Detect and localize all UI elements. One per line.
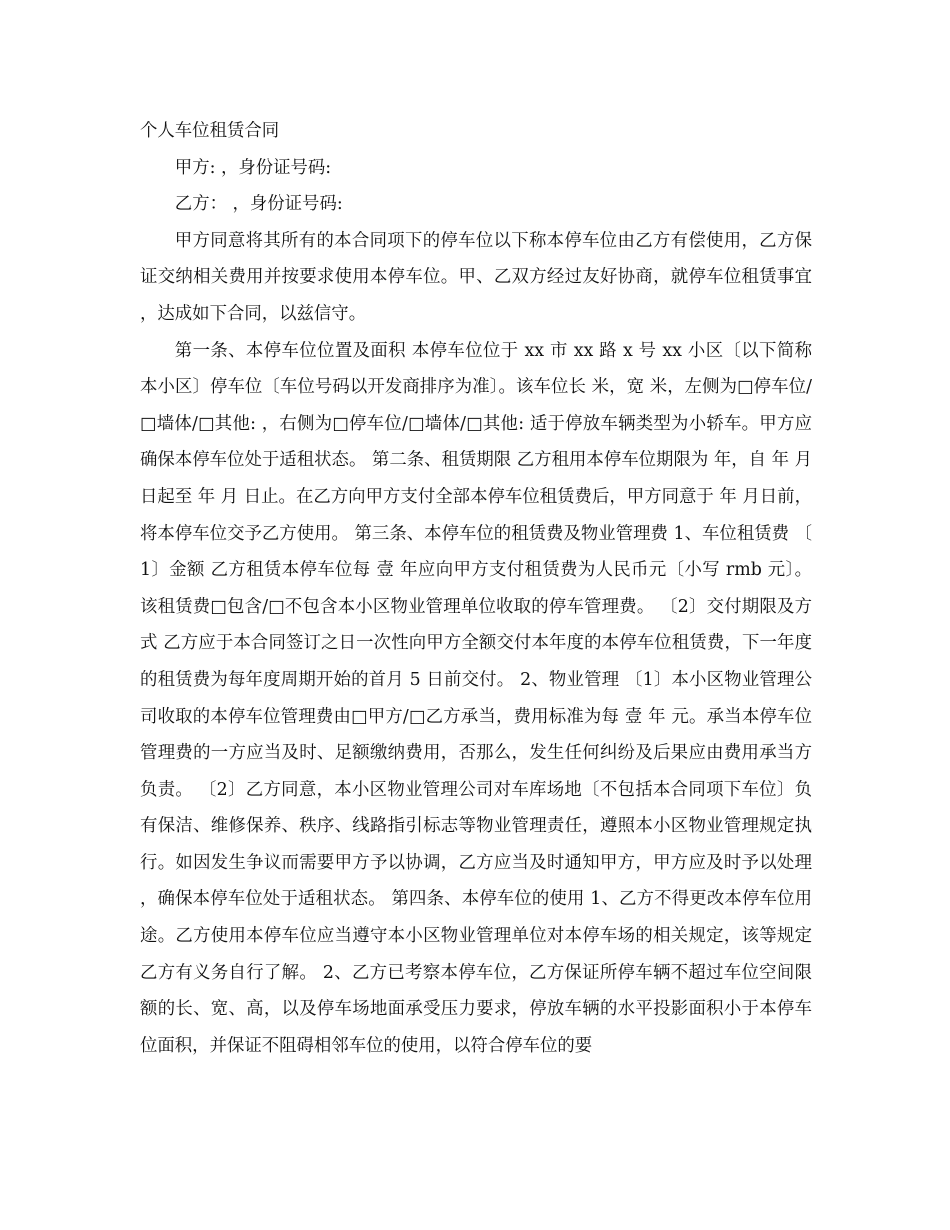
party-b-line: 乙方： ，身份证号码: [174,194,343,215]
document-title: 个人车位租赁合同 [140,121,280,141]
preamble-paragraph: 甲方同意将其所有的本合同项下的停车位以下称本停车位由乙方有偿使用，乙方保证交纳相关费用并按要求使用本停车位。甲、乙双方经过友好协商，就停车位租赁事宜，达成如下合同，以兹信守。 [140,230,812,324]
contract-terms-paragraph: 第一条、本停车位位置及面积 本停车位位于 xx 市 xx 路 x 号 xx 小区〔以下简称本小区〕停车位〔车位号码以开发商排序为准〕。该车位长 米，宽 米，左侧为□停车位/□墙体/□其他: ，右侧为□停车位/□墙体/□其他: 适于停放车辆类型为小轿车。甲方应确保本停车位处于适租状态。 第二条、租赁期限 乙方租用本停车位期限为 年，自 年 月 日起至 年 月 日止。在乙方向甲方支付全部本停车位租赁费后，甲方同意于 年 月日前，将本停车位交予乙方使用。 第三条、本停车位的租赁费及物业管理费 1、车位租赁费 〔1〕金额 乙方租赁本停车位每 壹 年应向甲方支付租赁费为人民币元〔小写 rmb 元〕。该租赁费□包含/□不包含本小区物业管理单位收取的停车管理费。 〔2〕交付期限及方式 乙方应于本合同签订之日一次性向甲方全额交付本年度的本停车位租赁费，下一年度的租赁费为每年度周期开始的首月 5 日前交付。 2、物业管理 〔1〕本小区物业管理公司收取的本停车位管理费由□甲方/□乙方承当，费用标准为每 壹 年 元。承当本停车位管理费的一方应当及时、足额缴纳费用，否那么，发生任何纠纷及后果应由费用承当方负责。 〔2〕乙方同意，本小区物业管理公司对车库场地〔不包括本合同项下车位〕负有保洁、维修保养、秩序、线路指引标志等物业管理责任，遵照本小区物业管理规定执行。如因发生争议而需要甲方予以协调，乙方应当及时通知甲方，甲方应及时予以处理，确保本停车位处于适租状态。 第四条、本停车位的使用 1、乙方不得更改本停车位用途。乙方使用本停车位应当遵守本小区物业管理单位对本停车场的相关规定，该等规定乙方有义务自行了解。 2、乙方已考察本停车位，乙方保证所停车辆不超过车位空间限额的长、宽、高，以及停车场地面承受压力要求，停放车辆的水平投影面积小于本停车位面积，并保证不阻碍相邻车位的使用，以符合停车位的要 [140,340,812,1056]
party-a-line: 甲方: ，身份证号码: [174,157,332,178]
document-body [140,113,812,1064]
